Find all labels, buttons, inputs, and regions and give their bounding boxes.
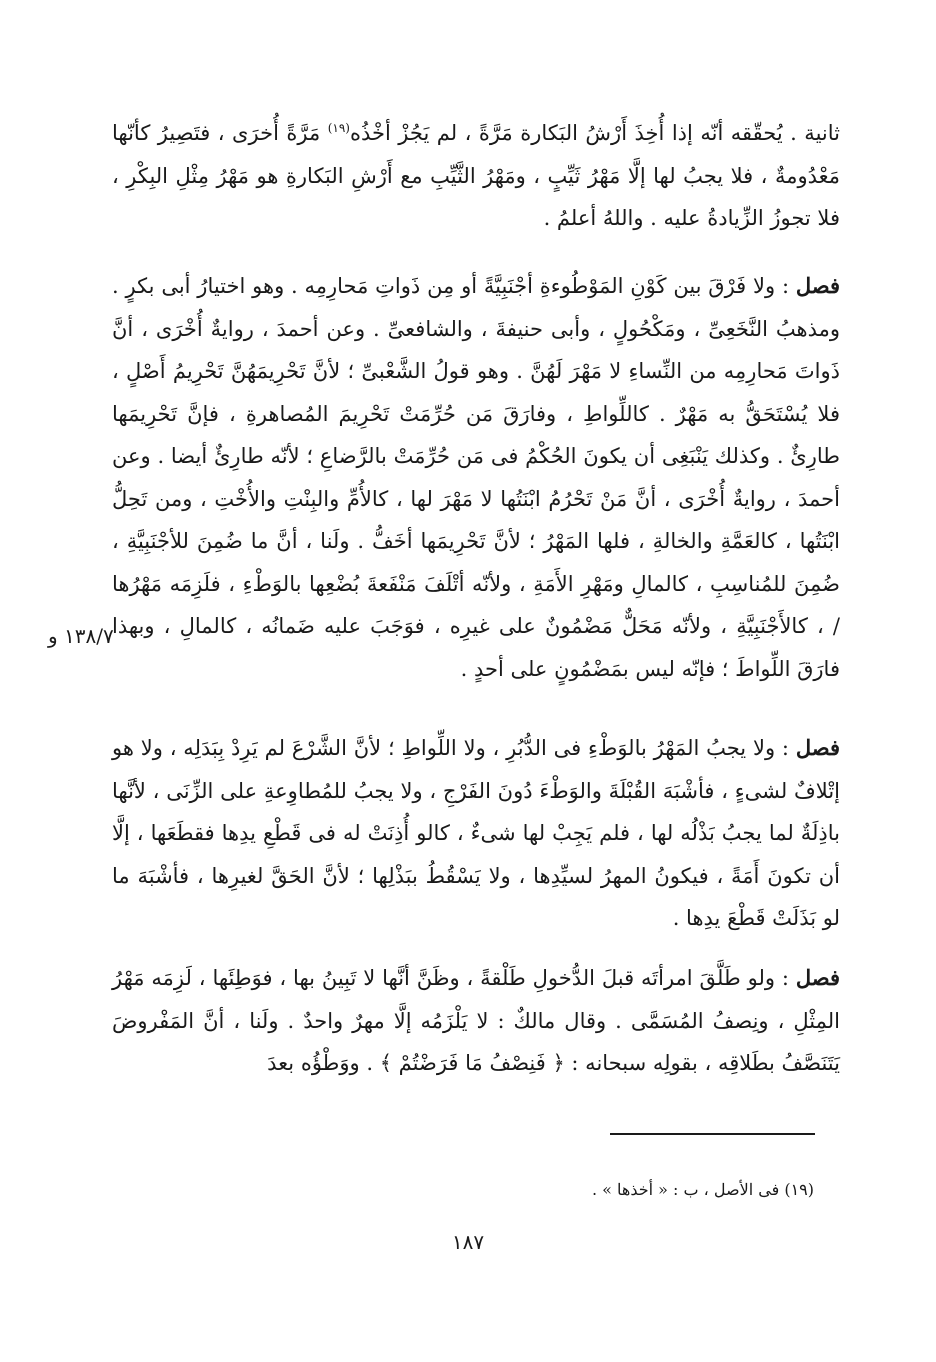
footnote-separator [610,1133,815,1135]
paragraph-4 [112,957,840,1085]
paragraph-1-text-continued: مَرَّةً أُخرَى ، فتَصِيرُ كأنّها مَعْدُومةٌ ، فلا يجبُ لها إلَّا مَهْرُ ثَيِّبٍ ، ومَهْرُ الثَّيِّبِ مع أَرْشِ البَكارةِ هو مَهْرُ مِثْلِ البِكْرِ ، فلا تجوزُ الزِّيادةُ عليه . واللهُ أعلمُ . [112,121,840,230]
paragraph-2-text: : ولا فَرْقَ بين كَوْنِ المَوْطُوءةِ أجْنَبِيَّةً أو مِن ذَواتِ مَحارِمِه . وهو اختيارُ أبى بكرٍ . ومذهبُ النَّخَعِىِّ ، ومَكْحُولٍ ، وأبى حنيفةَ ، والشافعىِّ . وعن أحمدَ ، روايةٌ أُخْرَى ، أنَّ ذَواتَ مَحارِمِه من النِّساءِ لا مَهْرَ لَهُنَّ . وهو قولُ الشَّعْبىِّ ؛ لأنَّ تَحْرِيمَهُنَّ تَحْرِيمُ أَصْلٍ ، فلا يُسْتَحَقُّ به مَهْرٌ . كاللِّواطِ ، وفارَقَ مَن حُرِّمَتْ تَحْرِيمَ المُصاهرةِ ، فإنَّ تَحْرِيمَها طارِئٌ . وكذلك يَنْبَغِى أن يكونَ الحُكْمُ فى مَن حُرِّمَتْ بالرَّضاعِ ؛ لأنّه طارِئٌ أيضا . وعن أحمدَ ، روايةٌ أُخْرَى ، أنَّ مَنْ تَحْرُمُ ابْنَتُها لا مَهْرَ لها ، كالأُمِّ والبِنْتِ والأُخْتِ ، ومن تَحِلُّ ابْنَتُها ، كالعَمَّةِ والخالةِ ، فلها المَهْرُ ؛ لأنَّ تَحْرِيمَها أخَفُّ . ولَنا ، أنَّ ما ضُمِنَ للأجْنَبِيَّةِ ، ضُمِنَ للمُناسِبِ ، كالمالِ ومَهْرِ الأَمَةِ ، ولأنّه أتْلَفَ مَنْفَعةَ بُضْعِها بالوَطْءِ ، فلَزِمَه مَهْرُها / ، كالأَجْنَبِيَّةِ ، ولأنّه مَحَلٌّ مَضْمُونٌ على غيرِه ، فوَجَبَ عليه ضَمانُه ، كالمالِ ، وبهذا فارَقَ اللِّواطَ ؛ فإنّه ليس بمَضْمُونٍ على أحدٍ . [112,274,840,681]
footnote-reference[interactable]: (١٩) [327,121,350,135]
paragraph-1 [112,112,840,240]
paragraph-1-text: ثانية . يُحقّقه أنّه إذا أُخِذَ أَرْشُ البَكارة مَرَّةً ، لم يَجُزْ أخْذُه [349,121,840,145]
manuscript-folio-note: ١٣٨/٧ و [48,624,114,648]
paragraph-3-text: : ولا يجبُ المَهْرُ بالوَطْءِ فى الدُّبُرِ ، ولا اللِّواطِ ؛ لأنَّ الشَّرْعَ لم يَرِدْ بِبَدَلِه ، ولا هو إتْلافٌ لشىءٍ ، فأشْبَهَ القُبْلَةَ والوَطْءَ دُونَ الفَرْجِ ، ولا يجبُ للمُطاوِعةِ على الزِّنَى ، لأنَّها باذِلَةٌ لما يجبُ بَذْلُه لها ، فلم يَجِبْ لها شىءٌ ، كالو أُذِنَتْ له فى قَطْعِ يدِها فقطَعَها ، إلَّا أن تكونَ أَمَةً ، فيكونُ المهرُ لسيِّدِها ، ولا يَسْقُطُ ببَذْلِها ؛ لأنَّ الحَقَّ لغيرِها ، فأشْبَهَ ما لو بَذَلَتْ قَطْعَ يدِها . [112,736,840,930]
section-heading-fasl: فصل [795,273,840,298]
paragraph-3 [112,727,840,940]
footnote: (١٩) فى الأصل ، ب : « أخذها » . [591,1180,814,1199]
paragraph-4-text: : ولو طَلَّقَ امرأتَه قبلَ الدُّخولِ طَلْقةً ، وظَنَّ أنَّها لا تَبِينُ بها ، فوَطِئَها ، لَزِمَه مَهْرُ المِثْلِ ، ونِصفُ المُسَمَّى . وقال مالكٌ : لا يَلْزَمُه إلَّا مهرٌ واحدٌ . ولَنا ، أنَّ المَفْروضَ يَتَنَصَّفُ بطَلاقِه ، بقولِه سبحانه : ﴿ فَنِصْفُ مَا فَرَضْتُمْ ﴾ . ووَطْؤُه بعدَ [112,966,840,1075]
paragraph-2 [112,265,840,690]
section-heading-fasl: فصل [795,965,840,990]
section-heading-fasl: فصل [795,735,840,760]
page-number: ١٨٧ [451,1230,485,1254]
